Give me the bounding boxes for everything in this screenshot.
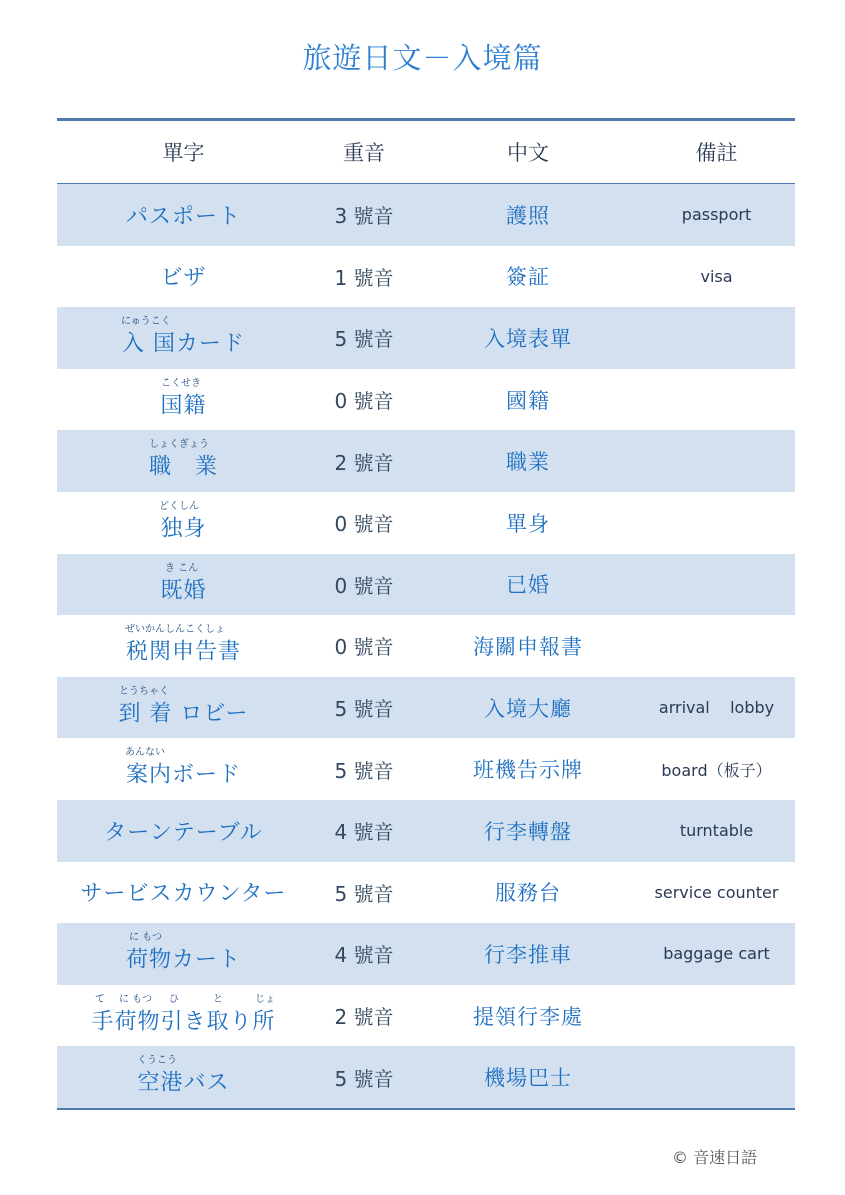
japanese-word: 到 着 ロビー	[118, 701, 249, 727]
chinese-meaning: 簽証	[506, 265, 550, 290]
table-row	[57, 246, 795, 308]
remark: passport	[681, 205, 752, 225]
remark: baggage cart	[663, 944, 770, 964]
furigana-reading: ぜいかんしんこくしょ	[125, 624, 225, 636]
table-row	[57, 184, 795, 246]
pitch-accent: 0 號音	[334, 389, 394, 414]
table-row	[57, 492, 795, 554]
pitch-accent: 2 號音	[334, 450, 394, 475]
chinese-meaning: 已婚	[506, 573, 550, 598]
table-row	[57, 615, 795, 677]
table-row	[57, 307, 795, 369]
japanese-word: 案内ボード	[125, 762, 241, 788]
pitch-accent: 5 號音	[334, 327, 394, 352]
furigana-reading: じょ	[255, 993, 275, 1005]
pitch-accent: 5 號音	[334, 758, 394, 783]
furigana-reading: と	[213, 993, 223, 1005]
japanese-word: 荷物カート	[125, 947, 241, 973]
chinese-meaning: 機場巴士	[484, 1066, 572, 1091]
pitch-accent: 5 號音	[334, 881, 394, 906]
japanese-word: 既婚	[160, 578, 207, 604]
japanese-word: 手荷物引き取り所	[91, 1009, 276, 1035]
table-row	[57, 800, 795, 862]
chinese-meaning: 班機告示牌	[473, 758, 583, 783]
chinese-meaning: 提領行李處	[473, 1004, 583, 1029]
furigana-reading: どくしん	[159, 500, 199, 512]
furigana-reading: に もつ	[129, 932, 163, 944]
pitch-accent: 0 號音	[334, 512, 394, 537]
furigana-reading: あんない	[125, 747, 165, 759]
chinese-meaning: 行李推車	[484, 942, 572, 967]
remark: visa	[700, 266, 733, 286]
furigana-reading: にゅうこく	[121, 316, 171, 328]
pitch-accent: 4 號音	[334, 943, 394, 968]
furigana-reading: に もつ	[119, 993, 153, 1005]
chinese-meaning: 職業	[506, 450, 550, 475]
table-row	[57, 738, 795, 800]
table-row	[57, 430, 795, 492]
japanese-word: ターンテーブル	[104, 820, 263, 846]
chinese-meaning: 單身	[506, 511, 550, 536]
japanese-word: サービスカウンター	[80, 881, 287, 907]
header-pitch: 重音	[343, 141, 385, 165]
furigana-reading: ひ	[169, 993, 179, 1005]
chinese-meaning: 海關申報書	[473, 634, 583, 659]
table-row	[57, 985, 795, 1047]
header-word: 單字	[162, 141, 205, 165]
remark: service counter	[654, 882, 779, 902]
furigana-reading: て	[95, 993, 105, 1005]
pitch-accent: 2 號音	[334, 1005, 394, 1030]
pitch-accent: 3 號音	[334, 204, 394, 229]
table-row	[57, 369, 795, 431]
japanese-word: 空港バス	[137, 1070, 230, 1096]
chinese-meaning: 護照	[506, 203, 550, 228]
remark: board（板子）	[661, 760, 772, 780]
chinese-meaning: 行李轉盤	[484, 819, 572, 844]
japanese-word: 国籍	[160, 393, 207, 419]
pitch-accent: 5 號音	[334, 697, 394, 722]
furigana-reading: しょくぎょう	[149, 439, 209, 451]
furigana-reading: き こん	[165, 562, 199, 574]
header-note: 備註	[695, 141, 738, 165]
table-row	[57, 1046, 795, 1108]
pitch-accent: 0 號音	[334, 573, 394, 598]
header-chinese: 中文	[507, 141, 549, 165]
japanese-word: パスポート	[125, 204, 241, 230]
pitch-accent: 1 號音	[334, 265, 394, 290]
vocabulary-table	[57, 118, 795, 1110]
table-row	[57, 923, 795, 985]
remark: arrival lobby	[658, 698, 775, 718]
japanese-word: 独身	[160, 516, 207, 542]
remark: turntable	[679, 821, 754, 841]
japanese-word: 入 国カード	[122, 331, 245, 357]
furigana-reading: とうちゃく	[119, 685, 169, 697]
chinese-meaning: 入境大廳	[484, 696, 572, 721]
table-header-row	[57, 121, 795, 184]
pitch-accent: 0 號音	[334, 635, 394, 660]
table-row	[57, 554, 795, 616]
furigana-reading: くうこう	[137, 1055, 177, 1067]
japanese-word: ビザ	[160, 265, 207, 291]
chinese-meaning: 國籍	[506, 388, 550, 413]
chinese-meaning: 服務台	[495, 881, 561, 906]
page-title: 旅遊日文－入境篇	[302, 41, 543, 75]
chinese-meaning: 入境表單	[484, 326, 572, 351]
japanese-word: 税関申告書	[125, 639, 241, 665]
japanese-word: 職 業	[148, 454, 218, 480]
table-row	[57, 677, 795, 739]
copyright-footer: © 音速日語	[672, 1148, 758, 1167]
furigana-reading: こくせき	[161, 377, 201, 389]
pitch-accent: 5 號音	[334, 1066, 394, 1091]
pitch-accent: 4 號音	[334, 820, 394, 845]
table-row	[57, 862, 795, 924]
